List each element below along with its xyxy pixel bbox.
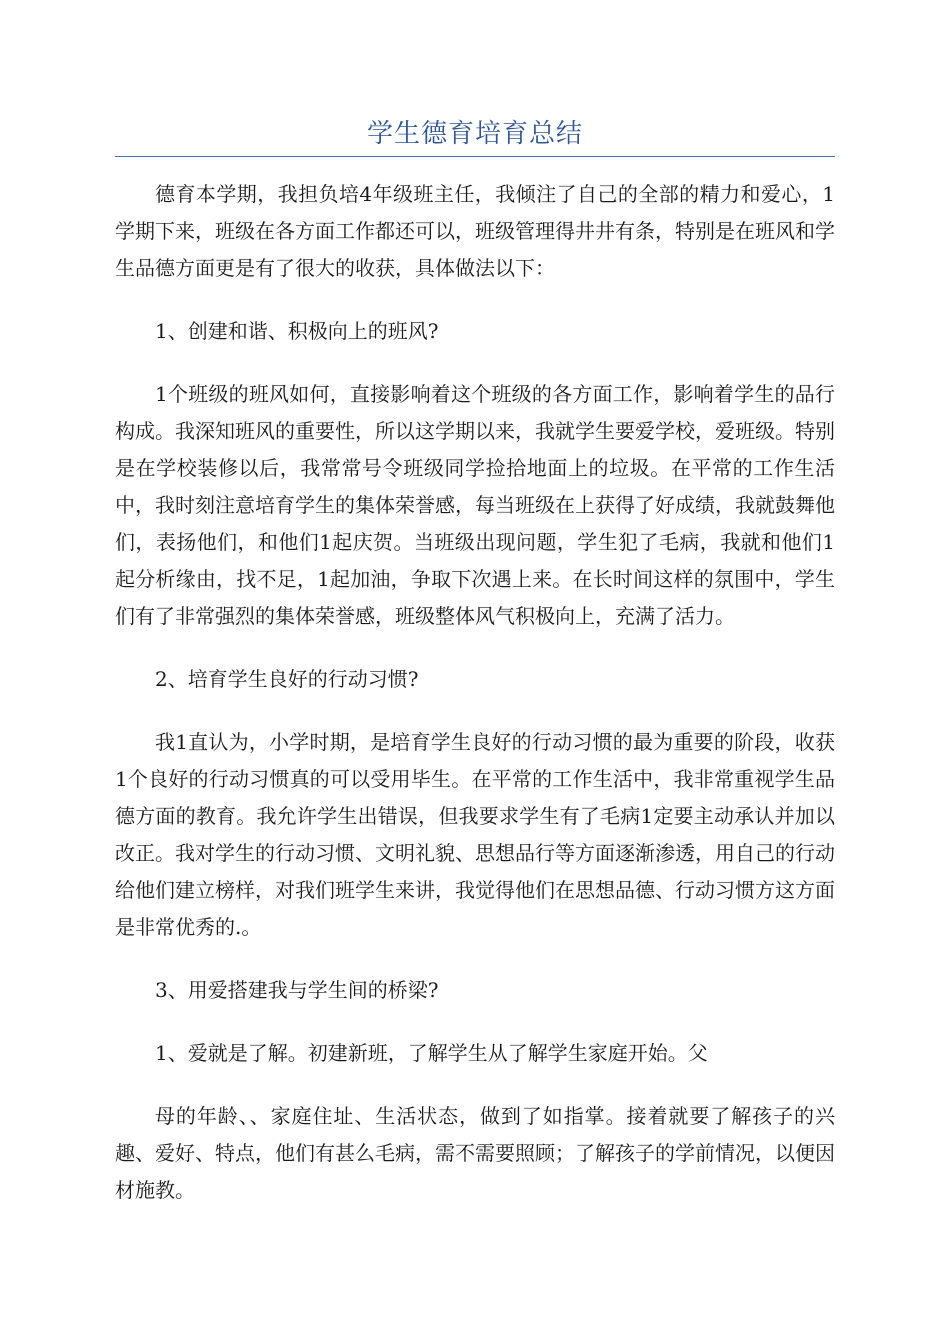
page-title: 学生德育培育总结 <box>366 119 583 149</box>
section-3-point-1: 1、爱就是了解。初建新班，了解学生从了解学生家庭开始。父 <box>155 1041 708 1065</box>
intro-paragraph: 德育本学期，我担负培4年级班主任，我倾注了自己的全部的精力和爱心，1学期下来，班级在各方面工作都还可以，班级管理得井井有条，特别是在班风和学生品德方面更是有了很大的收获，具体做法以下： <box>115 182 835 280</box>
section-heading-2: 2、培育学生良好的行动习惯? <box>155 667 419 691</box>
section-3-paragraph: 母的年龄、、家庭住址、生活状态，做到了如指掌。接着就要了解孩子的兴趣、爱好、特点，他们有甚么毛病，需不需要照顾；了解孩子的学前情况，以便因材施教。 <box>115 1104 835 1202</box>
document-body <box>115 176 835 1209</box>
section-heading-1: 1、创建和谐、积极向上的班风? <box>155 319 439 343</box>
title-block <box>115 112 835 157</box>
section-1-paragraph: 1个班级的班风如何，直接影响着这个班级的各方面工作，影响着学生的品行构成。我深知班风的重要性，所以这学期以来，我就学生要爱学校，爱班级。特别是在学校装修以后，我常常号令班级同学捡拾地面上的垃圾。在平常的工作生活中，我时刻注意培育学生的集体荣誉感，每当班级在上获得了好成绩，我就鼓舞他们，表扬他们，和他们1起庆贺。当班级出现问题，学生犯了毛病，我就和他们1起分析缘由，找不足，1起加油，争取下次遇上来。在长时间这样的氛围中，学生们有了非常强烈的集体荣誉感，班级整体风气积极向上，充满了活力。 <box>115 382 835 628</box>
section-2-paragraph: 我1直认为，小学时期，是培育学生良好的行动习惯的最为重要的阶段，收获1个良好的行动习惯真的可以受用毕生。在平常的工作生活中，我非常重视学生品德方面的教育。我允许学生出错误，但我要求学生有了毛病1定要主动承认并加以改正。我对学生的行动习惯、文明礼貌、思想品行等方面逐渐渗透，用自己的行动给他们建立榜样，对我们班学生来讲，我觉得他们在思想品德、行动习惯方这方面是非常优秀的.。 <box>115 730 835 939</box>
section-heading-3: 3、用爱搭建我与学生间的桥梁? <box>155 978 439 1002</box>
